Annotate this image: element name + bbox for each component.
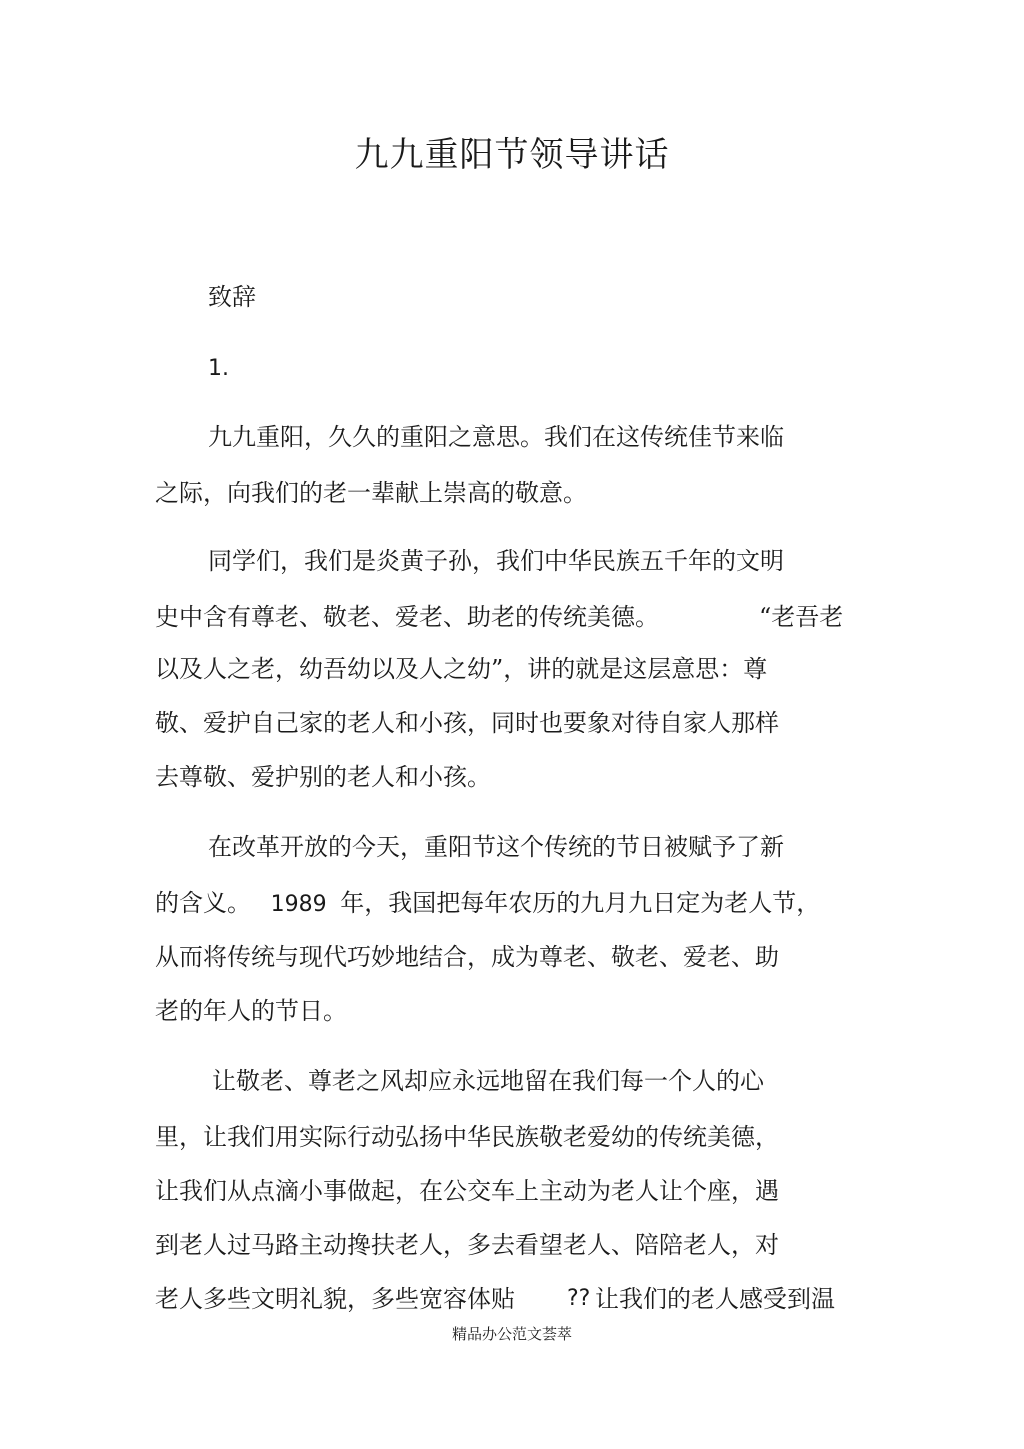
paragraph-3-line-2 xyxy=(155,886,820,922)
section-heading: 致辞 xyxy=(208,283,256,311)
paragraph-4-line-2: 里，让我们用实际行动弘扬中华民族敬老爱幼的传统美德， xyxy=(155,1123,779,1151)
paragraph-4-line-5-text-b: 让我们的老人感受到温 xyxy=(595,1285,835,1313)
paragraph-3-line-2-text-a: 的含义。 xyxy=(155,889,251,917)
paragraph-3-line-3: 从而将传统与现代巧妙地结合，成为尊老、敬老、爱老、助 xyxy=(155,943,779,971)
paragraph-3-line-2-text-b: 年，我国把每年农历的九月九日定为老人节， xyxy=(340,889,821,917)
page-footer: 精品办公范文荟萃 xyxy=(451,1325,572,1343)
paragraph-3-line-1: 在改革开放的今天，重阳节这个传统的节日被赋予了新 xyxy=(208,833,784,861)
paragraph-2-line-5: 去尊敬、爱护别的老人和小孩。 xyxy=(155,763,491,791)
paragraph-4-question-marks: ?? xyxy=(567,1286,591,1311)
paragraph-2-line-3: 以及人之老，幼吾幼以及人之幼”，讲的就是这层意思：尊 xyxy=(155,655,768,683)
paragraph-4-line-1: 让敬老、尊老之风却应永远地留在我们每一个人的心 xyxy=(212,1067,764,1095)
paragraph-1-line-1: 九九重阳，久久的重阳之意思。我们在这传统佳节来临 xyxy=(208,423,784,451)
paragraph-4-line-4: 到老人过马路主动搀扶老人，多去看望老人、陪陪老人，对 xyxy=(155,1231,779,1259)
paragraph-4-line-3: 让我们从点滴小事做起，在公交车上主动为老人让个座，遇 xyxy=(155,1177,779,1205)
paragraph-1-line-2: 之际，向我们的老一辈献上崇高的敬意。 xyxy=(155,479,587,507)
paragraph-3-line-4: 老的年人的节日。 xyxy=(155,997,347,1025)
paragraph-2-line-2 xyxy=(155,600,855,634)
paragraph-2-quote-start: “老吾老 xyxy=(759,603,844,631)
paragraph-2-line-4: 敬、爱护自己家的老人和小孩，同时也要象对待自家人那样 xyxy=(155,709,779,737)
paragraph-4-line-5 xyxy=(155,1282,855,1316)
paragraph-4-line-5-text-a: 老人多些文明礼貌，多些宽容体贴 xyxy=(155,1285,515,1313)
paragraph-2-line-1: 同学们，我们是炎黄子孙，我们中华民族五千年的文明 xyxy=(208,547,784,575)
section-number: 1. xyxy=(208,356,229,381)
paragraph-3-year: 1989 xyxy=(270,892,327,917)
paragraph-2-line-2-text: 史中含有尊老、敬老、爱老、助老的传统美德。 xyxy=(155,603,659,631)
document-title: 九九重阳节领导讲话 xyxy=(354,135,670,175)
